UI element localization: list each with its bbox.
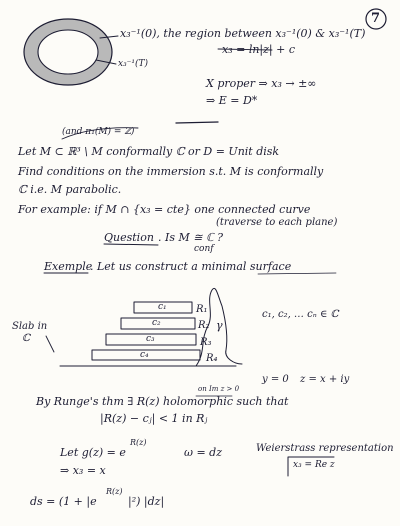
weierstrass-label: Weierstrass representation: [256, 443, 394, 454]
slab-label: Slab in: [12, 321, 48, 332]
proper-line: X proper ⇒ x₃ → ±∞: [206, 77, 317, 90]
section-divider: [176, 122, 218, 123]
z-def-label: z = x + iy: [300, 374, 350, 385]
question-label: Question: [104, 231, 154, 244]
runge-over-note: on Im z > 0: [198, 385, 240, 393]
ds-tail: |²) |dz|: [128, 495, 165, 508]
ie-line: ℂ i.e. M parabolic.: [18, 183, 122, 196]
region-label-r4: R₄: [206, 353, 218, 364]
let-line: Let M ⊂ ℝ³ \ M conformally ℂ or D = Unit disk: [18, 145, 280, 158]
region-label-r2: R₂: [198, 320, 210, 331]
question-underline: [104, 244, 158, 245]
rect-label-c3: c₃: [146, 334, 155, 344]
ds-exp: R(z): [106, 487, 123, 496]
exemple-label: Exemple: [44, 260, 93, 273]
omega-line: ω = dz: [184, 446, 223, 459]
region-label-r3: R₃: [200, 337, 212, 348]
annulus-figure: [24, 19, 118, 85]
rect-label-c1: c₁: [158, 302, 167, 312]
let-g-line: Let g(z) = e: [60, 446, 126, 459]
find-line: Find conditions on the immersion s.t. M is conformally: [18, 165, 324, 178]
let-g-exp: R(z): [130, 438, 147, 447]
page-number: 7: [371, 11, 381, 26]
curve-label-outer: x₃⁻¹(0), the region between x₃⁻¹(0) & x₃⁻¹(T): [120, 27, 366, 40]
region-label-r1: R₁: [196, 304, 208, 315]
traverse-line: (traverse to each plane): [216, 217, 338, 228]
curve-label-inner: x₃⁻¹(T): [118, 59, 149, 69]
genus-note: (and π₁(M) = ℤ): [62, 127, 135, 137]
surface-underline: [258, 273, 336, 274]
y-axis-label: y = 0: [262, 374, 289, 385]
x3-eq-line: ⇒ x₃ = x: [60, 464, 106, 477]
slab-pointer: [46, 336, 54, 352]
rect-label-c2: c₂: [152, 318, 161, 328]
runge-line1: By Runge's thm ∃ R(z) holomorphic such that: [36, 395, 289, 408]
weierstrass-box-text: x₃ = Re z: [293, 460, 335, 470]
ds-line: ds = (1 + |e: [30, 495, 97, 508]
gamma-label: γ: [216, 319, 223, 332]
slab-label-c: ℂ: [22, 333, 30, 344]
annulus-inner: [38, 30, 98, 74]
question-text: . Is M ≅ ℂ ?: [158, 231, 224, 244]
e-line: ⇒ E = D*: [206, 94, 258, 107]
constants-label: c₁, c₂, … cₙ ∈ ℂ: [262, 309, 339, 320]
example-line: For example: if M ∩ {x₃ = cte} one connected curve: [18, 203, 311, 216]
exemple-text: . Let us construct a minimal surface: [90, 260, 292, 273]
question-sub: conf: [194, 244, 214, 254]
runge-line2: |R(z) − cⱼ| < 1 in Rⱼ: [100, 412, 208, 425]
rect-label-c4: c₄: [140, 350, 149, 360]
eq-x3: x₃ = ln|z| + c: [222, 43, 296, 56]
